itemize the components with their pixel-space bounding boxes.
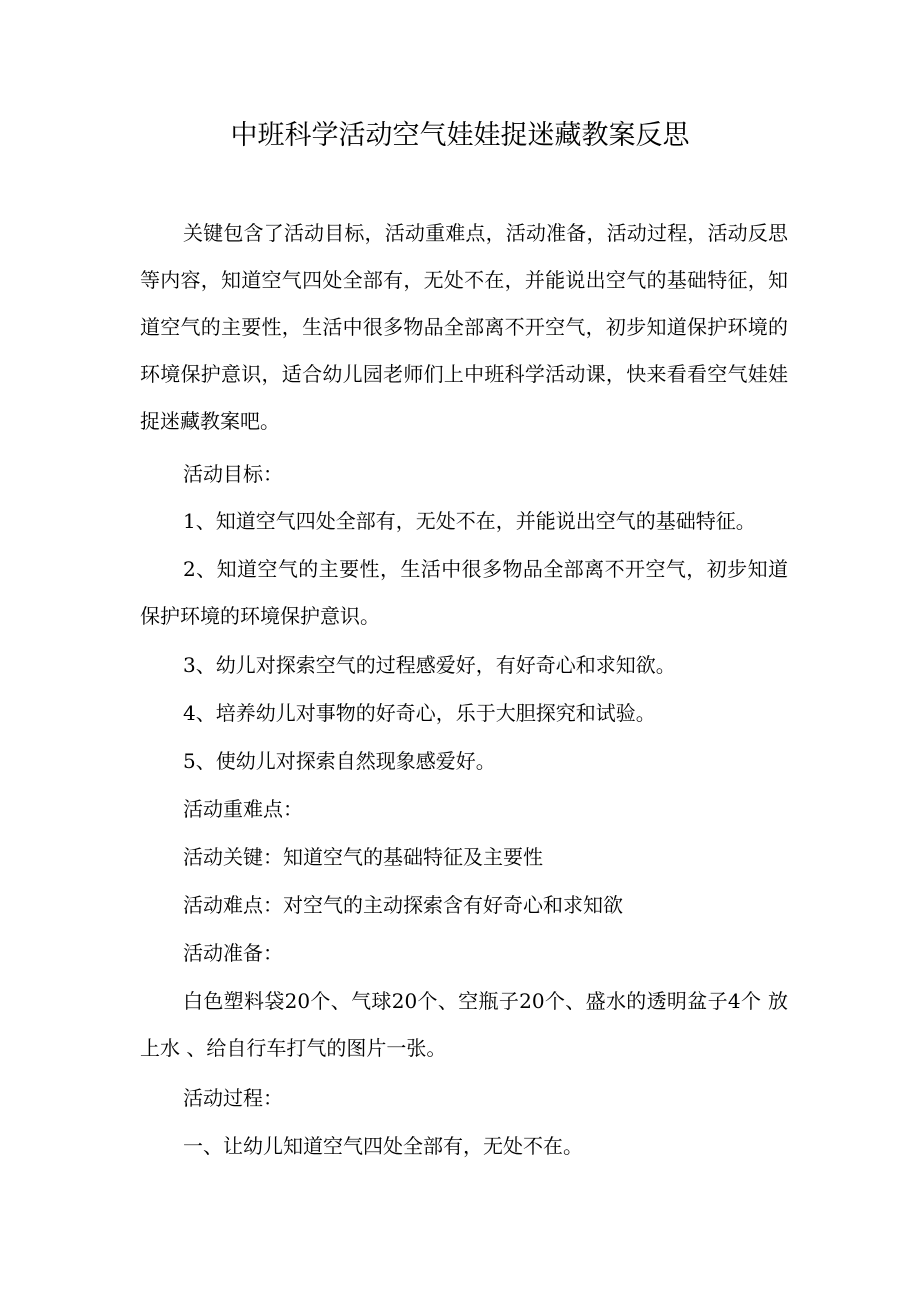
difficult-point: 活动难点：对空气的主动探索含有好奇心和求知欲 bbox=[183, 893, 623, 917]
document-title: 中班科学活动空气娃娃捉迷藏教案反思 bbox=[230, 120, 690, 151]
section-heading-preparation: 活动准备： bbox=[183, 941, 283, 965]
key-point: 活动关键：知道空气的基础特征及主要性 bbox=[183, 845, 543, 869]
preparation-materials: 白色塑料袋20个、气球20个、空瓶子20个、盛水的透明盆子4个 放上水 、给自行车打气的图片一张。 bbox=[140, 989, 788, 1060]
goal-item-2: 2、知道空气的主要性，生活中很多物品全部离不开空气，初步知道保护环境的环境保护意识。 bbox=[140, 557, 788, 628]
goal-item-1: 1、知道空气四处全部有，无处不在，并能说出空气的基础特征。 bbox=[183, 509, 756, 533]
goal-item-4: 4、培养幼儿对事物的好奇心，乐于大胆探究和试验。 bbox=[183, 701, 656, 725]
goal-item-3: 3、幼儿对探索空气的过程感爱好，有好奇心和求知欲。 bbox=[183, 653, 676, 677]
section-heading-key-points: 活动重难点： bbox=[183, 797, 303, 821]
intro-paragraph: 关键包含了活动目标，活动重难点，活动准备，活动过程，活动反思等内容，知道空气四处全部有，无处不在，并能说出空气的基础特征，知道空气的主要性，生活中很多物品全部离不开空气，初步知道保护环境的环境保护意识，适合幼儿园老师们上中班科学活动课，快来看看空气娃娃捉迷藏教案吧。 bbox=[140, 221, 788, 433]
section-heading-process: 活动过程： bbox=[183, 1086, 283, 1110]
section-heading-goals: 活动目标： bbox=[183, 462, 283, 486]
goal-item-5: 5、使幼儿对探索自然现象感爱好。 bbox=[183, 749, 496, 773]
process-step-1: 一、让幼儿知道空气四处全部有，无处不在。 bbox=[183, 1134, 583, 1158]
